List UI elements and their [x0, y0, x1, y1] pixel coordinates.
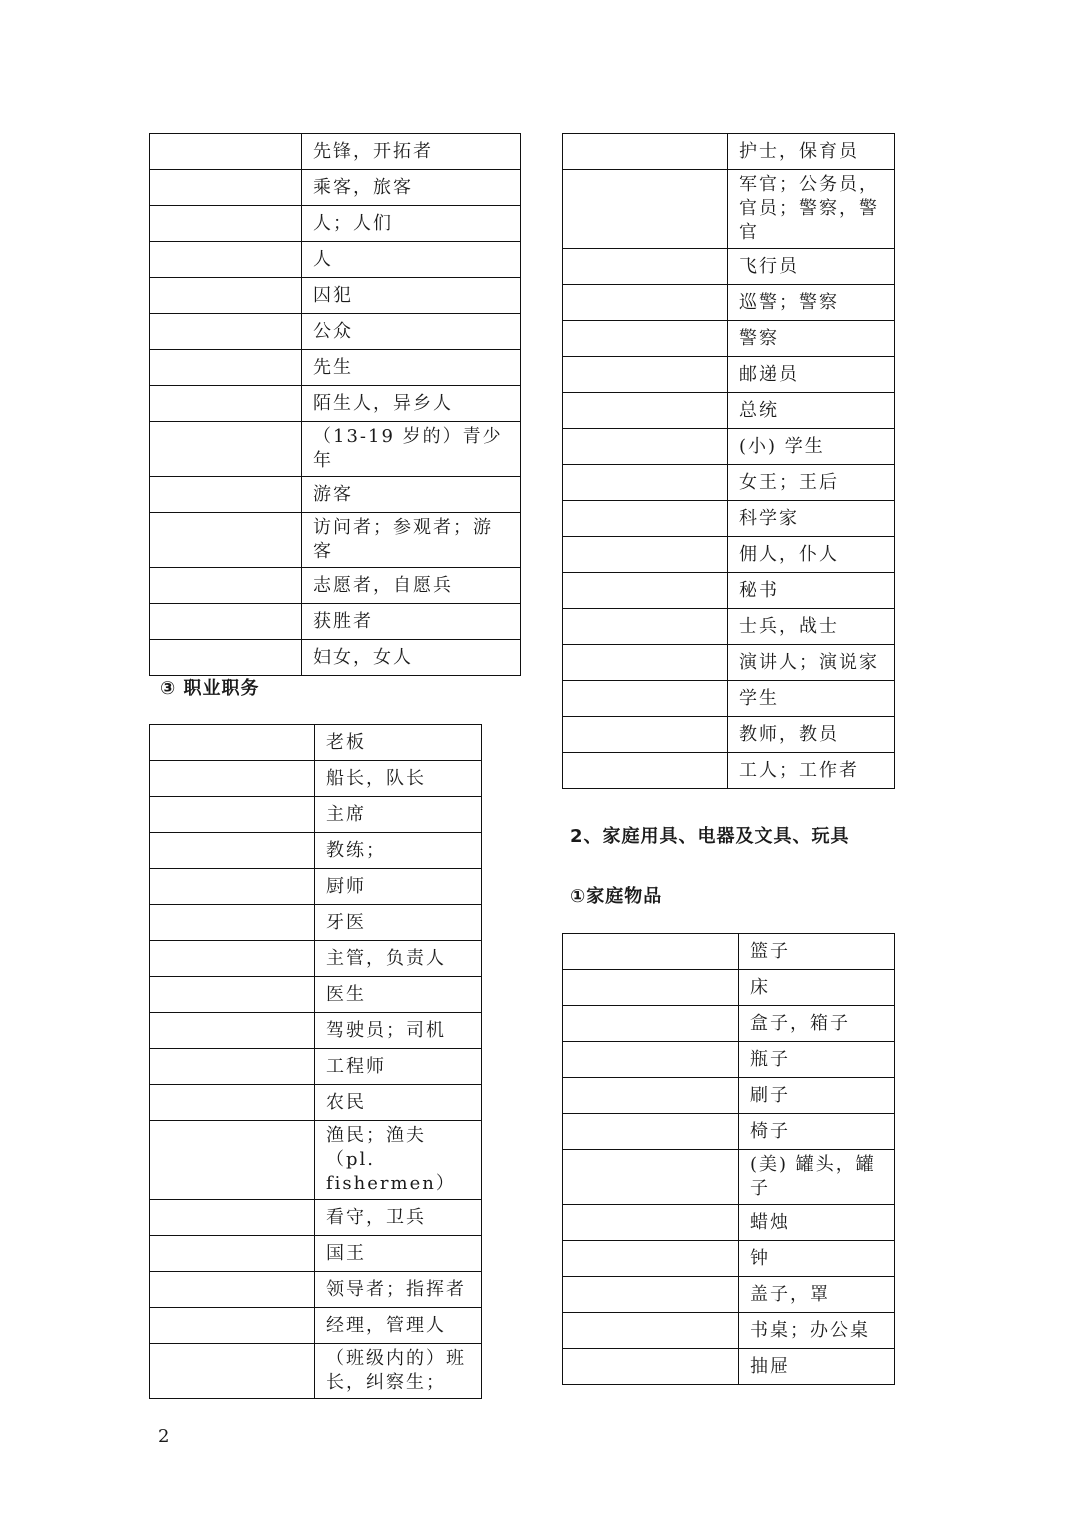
chinese-meaning: 军官；公务员，官员；警察，警官: [728, 170, 895, 249]
chinese-meaning: 厨师: [315, 869, 482, 905]
table-row: [150, 314, 521, 350]
table-row: [563, 357, 895, 393]
english-word-blank: [150, 170, 302, 206]
english-word-blank: [563, 357, 728, 393]
english-word-blank: [150, 869, 315, 905]
chinese-meaning: 刷子: [739, 1078, 895, 1114]
english-word-blank: [563, 717, 728, 753]
table-row: [563, 285, 895, 321]
english-word-blank: [150, 941, 315, 977]
english-word-blank: [150, 513, 302, 568]
chinese-meaning: 瓶子: [739, 1042, 895, 1078]
chinese-meaning: (小) 学生: [728, 429, 895, 465]
table-row: [150, 242, 521, 278]
chinese-meaning: 书桌；办公桌: [739, 1313, 895, 1349]
table-row: [150, 568, 521, 604]
table-row: [150, 350, 521, 386]
table-row: [563, 1114, 895, 1150]
table-row: [150, 761, 482, 797]
table-row: [563, 717, 895, 753]
chinese-meaning: 公众: [302, 314, 521, 350]
chinese-meaning: 人: [302, 242, 521, 278]
english-word-blank: [150, 1200, 315, 1236]
chinese-meaning: （班级内的）班长，纠察生；: [315, 1344, 482, 1399]
section-heading-household: 2、家庭用具、电器及文具、玩具: [570, 826, 850, 847]
english-word-blank: [150, 797, 315, 833]
english-word-blank: [563, 645, 728, 681]
table-row: [150, 725, 482, 761]
chinese-meaning: 乘客，旅客: [302, 170, 521, 206]
english-word-blank: [150, 1085, 315, 1121]
chinese-meaning: 秘书: [728, 573, 895, 609]
table-row: [563, 1150, 895, 1205]
english-word-blank: [563, 429, 728, 465]
chinese-meaning: 主管，负责人: [315, 941, 482, 977]
table-row: [563, 1205, 895, 1241]
table-row: [150, 1236, 482, 1272]
english-word-blank: [563, 1150, 739, 1205]
english-word-blank: [563, 1205, 739, 1241]
english-word-blank: [563, 753, 728, 789]
vocab-table-household: [562, 933, 895, 1385]
english-word-blank: [150, 242, 302, 278]
chinese-meaning: 志愿者，自愿兵: [302, 568, 521, 604]
chinese-meaning: 护士，保育员: [728, 134, 895, 170]
chinese-meaning: 牙医: [315, 905, 482, 941]
english-word-blank: [563, 321, 728, 357]
table-row: [563, 1277, 895, 1313]
chinese-meaning: 钟: [739, 1241, 895, 1277]
chinese-meaning: 访问者；参观者；游客: [302, 513, 521, 568]
english-word-blank: [563, 1313, 739, 1349]
english-word-blank: [150, 278, 302, 314]
table-row: [150, 170, 521, 206]
vocab-table-occupations-1: [149, 724, 482, 1399]
table-row: [150, 1272, 482, 1308]
chinese-meaning: 农民: [315, 1085, 482, 1121]
table-row: [563, 970, 895, 1006]
chinese-meaning: 经理，管理人: [315, 1308, 482, 1344]
table-row: [563, 681, 895, 717]
english-word-blank: [563, 285, 728, 321]
english-word-blank: [150, 477, 302, 513]
english-word-blank: [563, 1006, 739, 1042]
table-row: [563, 134, 895, 170]
chinese-meaning: 学生: [728, 681, 895, 717]
chinese-meaning: 人；人们: [302, 206, 521, 242]
chinese-meaning: 领导者；指挥者: [315, 1272, 482, 1308]
chinese-meaning: 教练；: [315, 833, 482, 869]
chinese-meaning: 工人；工作者: [728, 753, 895, 789]
chinese-meaning: 老板: [315, 725, 482, 761]
english-word-blank: [150, 833, 315, 869]
chinese-meaning: 陌生人，异乡人: [302, 386, 521, 422]
table-row: [150, 422, 521, 477]
table-row: [150, 977, 482, 1013]
table-row: [563, 609, 895, 645]
table-row: [150, 1200, 482, 1236]
table-row: [150, 604, 521, 640]
english-word-blank: [150, 1121, 315, 1200]
chinese-meaning: (美) 罐头，罐子: [739, 1150, 895, 1205]
chinese-meaning: 驾驶员；司机: [315, 1013, 482, 1049]
table-row: [563, 170, 895, 249]
english-word-blank: [150, 422, 302, 477]
english-word-blank: [150, 314, 302, 350]
chinese-meaning: 女王；王后: [728, 465, 895, 501]
table-row: [150, 1121, 482, 1200]
english-word-blank: [150, 1236, 315, 1272]
chinese-meaning: 盒子，箱子: [739, 1006, 895, 1042]
chinese-meaning: 渔民；渔夫（pl. fishermen）: [315, 1121, 482, 1200]
english-word-blank: [150, 1344, 315, 1399]
chinese-meaning: 教师，教员: [728, 717, 895, 753]
table-row: [563, 465, 895, 501]
table-row: [563, 1006, 895, 1042]
chinese-meaning: 妇女，女人: [302, 640, 521, 676]
english-word-blank: [150, 1272, 315, 1308]
table-row: [150, 1344, 482, 1399]
english-word-blank: [150, 761, 315, 797]
chinese-meaning: 椅子: [739, 1114, 895, 1150]
table-row: [150, 386, 521, 422]
english-word-blank: [150, 350, 302, 386]
table-row: [150, 206, 521, 242]
section-heading-occupations: ③ 职业职务: [160, 678, 260, 699]
english-word-blank: [563, 537, 728, 573]
table-row: [150, 1013, 482, 1049]
english-word-blank: [150, 386, 302, 422]
chinese-meaning: 主席: [315, 797, 482, 833]
table-row: [150, 941, 482, 977]
table-row: [150, 513, 521, 568]
chinese-meaning: （13-19 岁的）青少年: [302, 422, 521, 477]
english-word-blank: [563, 1114, 739, 1150]
chinese-meaning: 盖子，罩: [739, 1277, 895, 1313]
chinese-meaning: 游客: [302, 477, 521, 513]
chinese-meaning: 警察: [728, 321, 895, 357]
english-word-blank: [150, 1013, 315, 1049]
chinese-meaning: 邮递员: [728, 357, 895, 393]
english-word-blank: [150, 1049, 315, 1085]
table-row: [150, 869, 482, 905]
table-row: [150, 477, 521, 513]
chinese-meaning: 先生: [302, 350, 521, 386]
table-row: [563, 501, 895, 537]
table-row: [563, 934, 895, 970]
table-row: [150, 134, 521, 170]
chinese-meaning: 飞行员: [728, 249, 895, 285]
chinese-meaning: 科学家: [728, 501, 895, 537]
english-word-blank: [150, 604, 302, 640]
table-row: [150, 1049, 482, 1085]
english-word-blank: [563, 249, 728, 285]
english-word-blank: [150, 1308, 315, 1344]
table-row: [563, 1042, 895, 1078]
table-row: [563, 537, 895, 573]
table-row: [150, 1085, 482, 1121]
chinese-meaning: 工程师: [315, 1049, 482, 1085]
chinese-meaning: 巡警；警察: [728, 285, 895, 321]
chinese-meaning: 抽屉: [739, 1349, 895, 1385]
table-row: [150, 1308, 482, 1344]
chinese-meaning: 床: [739, 970, 895, 1006]
english-word-blank: [150, 206, 302, 242]
chinese-meaning: 篮子: [739, 934, 895, 970]
chinese-meaning: 佣人，仆人: [728, 537, 895, 573]
table-row: [563, 573, 895, 609]
english-word-blank: [563, 681, 728, 717]
table-row: [563, 1078, 895, 1114]
table-row: [563, 321, 895, 357]
table-row: [563, 1349, 895, 1385]
chinese-meaning: 先锋，开拓者: [302, 134, 521, 170]
english-word-blank: [563, 465, 728, 501]
table-row: [563, 429, 895, 465]
english-word-blank: [563, 170, 728, 249]
chinese-meaning: 获胜者: [302, 604, 521, 640]
english-word-blank: [563, 1078, 739, 1114]
english-word-blank: [563, 1349, 739, 1385]
english-word-blank: [150, 905, 315, 941]
english-word-blank: [150, 977, 315, 1013]
table-row: [563, 1241, 895, 1277]
table-row: [563, 1313, 895, 1349]
english-word-blank: [563, 501, 728, 537]
english-word-blank: [563, 970, 739, 1006]
table-row: [563, 645, 895, 681]
page-number: 2: [158, 1426, 170, 1447]
table-row: [563, 753, 895, 789]
chinese-meaning: 医生: [315, 977, 482, 1013]
table-row: [150, 640, 521, 676]
english-word-blank: [150, 725, 315, 761]
chinese-meaning: 看守，卫兵: [315, 1200, 482, 1236]
english-word-blank: [563, 934, 739, 970]
chinese-meaning: 总统: [728, 393, 895, 429]
english-word-blank: [563, 609, 728, 645]
vocab-table-people: [149, 133, 521, 676]
chinese-meaning: 囚犯: [302, 278, 521, 314]
english-word-blank: [150, 134, 302, 170]
english-word-blank: [563, 1042, 739, 1078]
table-row: [150, 278, 521, 314]
english-word-blank: [563, 1241, 739, 1277]
english-word-blank: [150, 568, 302, 604]
chinese-meaning: 士兵，战士: [728, 609, 895, 645]
english-word-blank: [563, 573, 728, 609]
english-word-blank: [563, 1277, 739, 1313]
english-word-blank: [150, 640, 302, 676]
subsection-heading-household-items: ①家庭物品: [570, 886, 663, 907]
table-row: [150, 905, 482, 941]
table-row: [563, 249, 895, 285]
chinese-meaning: 蜡烛: [739, 1205, 895, 1241]
chinese-meaning: 船长，队长: [315, 761, 482, 797]
table-row: [150, 797, 482, 833]
chinese-meaning: 国王: [315, 1236, 482, 1272]
chinese-meaning: 演讲人；演说家: [728, 645, 895, 681]
english-word-blank: [563, 134, 728, 170]
vocab-table-occupations-2: [562, 133, 895, 789]
english-word-blank: [563, 393, 728, 429]
table-row: [563, 393, 895, 429]
table-row: [150, 833, 482, 869]
